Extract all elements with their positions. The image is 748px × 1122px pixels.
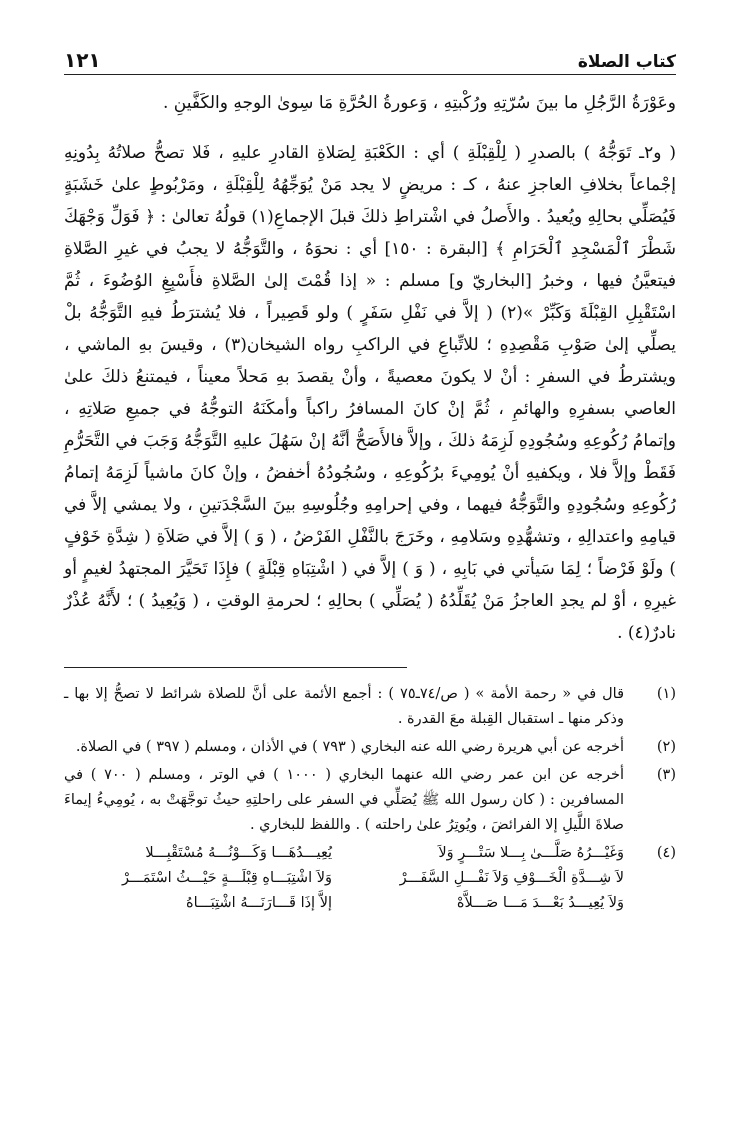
footnote-text: أخرجه عن أبي هريرة رضي الله عنه البخاري ( ٧٩٣ ) في الأذان ، ومسلم ( ٣٩٧ ) في الصلاة. [75,739,624,755]
footnote [64,763,676,838]
verse-hemistich: لاَ شِـــدَّةِ الْخَـــوْفِ وَلاَ نَفْـــلِ السَّفَـــرْ [399,870,624,886]
footnote [64,735,676,760]
footnote-number: (١) [656,686,676,702]
verse-hemistich: وَلاَ يُعِيـــدُ بَعْـــدَ مَـــا صَـــلاَّهْ [456,895,624,911]
footnote-verse [64,841,624,916]
footnote-number: (٢) [656,739,676,755]
verse-hemistich: وَغَيْـــرُهُ صَلَّـــىٰ بِـــلا سَتْـــرٍ وَلاَ [438,845,624,861]
body-paragraph: وعَوْرَةُ الرَّجُلِ ما بينَ سُرّتِهِ ورُكْبتِهِ ، وَعورةُ الحُرَّةِ مَا سِوىٰ الوجهِ والكَفَّينِ . [162,93,676,113]
footnote-text: قال في « رحمة الأمة » ( ص/٧٤ـ٧٥ ) : أجمع الأئمة على أنَّ للصلاة شرائط لا تصحُّ إلا بها ـ وذكر منها ـ استقبال القِبلة معَ القدرة . [64,686,624,727]
verse-hemistich: وَلاَ اشْتِبَـــاهِ قِبْلَـــةٍ حَيْـــثُ اسْتَمَـــرْ [121,870,332,886]
page-number: ١٢١ [64,48,101,72]
book-page [64,44,676,1122]
footnote-text: أخرجه عن ابن عمر رضي الله عنهما البخاري ( ١٠٠٠ ) في الوتر ، ومسلم ( ٧٠٠ ) في المسافرين : ( كان رسول الله ﷺ يُصَلِّي في السفر على راحلتِهِ حيثُ توجَّهَتْ به ، يُومِيءُ إيماءَ صلاةَ اللَّيلِ إلا الفرائضَ ، ويُوتِرُ علىٰ راحلته ) . واللفظ للبخاري . [64,767,624,833]
footnote-number: (٣) [656,767,676,783]
footnote [64,682,676,732]
body-paragraph: ( و٢ـ تَوَجُّهُ ) بالصدرِ ( لِلْقِبْلَةِ ) أي : الكَعْبَةِ لِصَلاةِ القادرِ عليهِ ، فَلا تصحُّ صلاتُهُ بِدُونِهِ إجْماعاً بخلافِ العاجزِ عنهُ ، كـ : مريضٍ لا يجد مَنْ يُوَجِّهُهُ لِلْقِبْلَةِ ، ومَرْبُوطٍ علىٰ خَشَبَةٍ فَيُصَلِّي بحالِهِ ويُعيدُ . والأَصلُ في اشْتراطِ ذلكَ قبلَ الإجماعِ(١) قولُهُ تعالىٰ : ﴿ فَوَلِّ وَجْهَكَ شَطْرَ ٱلْمَسْجِدِ ٱلْحَرَامِ ﴾ [البقرة : ١٥٠] أي : نحوَهُ ، والتَّوَجُّهُ لا يجبُ في غيرِ الصَّلاةِ فيتعيَّنُ فيها ، وخبرُ [البخاريّ و] مسلم : « إذا قُمْتَ إلىٰ الصَّلاةِ فأَسْبِغِ الوُضُوءَ ، ثُمَّ اسْتَقْبِلِ القِبْلَةَ وَكَبِّرْ »(٢) ( إلاَّ في نَفْلِ سَفَرٍ ) ولو قَصِيراً ، فلا يُشترَطُ فيهِ التَّوَجُّهُ بلْ يصلِّي إلىٰ صَوْبِ مَقْصِدِهِ ؛ للاتِّباعِ في الراكبِ رواه الشيخان(٣) ، وقيسَ بهِ الماشي ، ويشترطُ في السفرِ : أنْ لا يكونَ معصيةً ، وأنْ يقصدَ بهِ مَحلاً معيناً ، فيمتنعُ ذلكَ علىٰ العاصي بسفرِهِ والهائمِ ، ثُمَّ إنْ كانَ المسافرُ راكباً وأمكَنَهُ التوجُّهُ في جميعِ صَلاتِهِ ، وإتمامُ رُكُوعِهِ وسُجُودِهِ لَزِمَهُ ذلكَ ، وإلاَّ فالأَصَحُّ أنَّهُ إنْ سَهُلَ عليهِ التَّوَجُّهُ وَجَبَ في التَّحَرُّمِ فَقَطْ وإلاَّ فلا ، ويكفيهِ أنْ يُومِيءَ برُكُوعِهِ ، وسُجُودُهُ أخفضُ ، وإنْ كانَ ماشياً لَزِمَهُ إتمامُ رُكُوعِهِ وسُجُودِهِ والتَّوَجُّهُ فيهما ، وفي إحرامِهِ وجُلُوسِهِ بينَ السَّجْدَتينِ ، ولا يمشي إلاَّ في قيامِهِ واعتدالِهِ ، وتشهُّدِهِ وسَلامِهِ ، وخَرَجَ بالنَّفْلِ الفَرْضُ ، ( وَ ) إلاَّ في صَلاَةِ ( شِدَّةِ خَوْفٍ ) ولَوْ فَرْضاً ؛ لِمَا سَيأتي في بَابِهِ ، ( وَ ) إلاَّ في ( اشْتِبَاهِ قِبْلَةٍ ) فإِذَا تَحَيَّرَ المجتهدُ لغيمٍ أو غيرِهِ ، أوْ لم يجدِ العاجزُ مَنْ يُقَلِّدُهُ ( يُصَلِّي ) بحالِهِ ؛ لحرمةِ الوقتِ ، ( وَيُعِيدُ ) ؛ لأَنَّهُ عُذْرٌ نادرٌ(٤) . [64,143,677,643]
running-header [64,44,676,75]
verse-hemistich: إلاَّ إذَا قَـــارَنَـــهُ اشْتِبَـــاهُ [186,895,332,911]
footnote [64,841,676,916]
verse-hemistich: يُعِيـــدُهَـــا وَكَـــوْنُـــهُ مُسْتَقْبِـــلا [145,845,332,861]
book-title: كتاب الصلاة [577,52,676,72]
footnote-separator [64,667,407,668]
footnote-number: (٤) [656,845,676,861]
